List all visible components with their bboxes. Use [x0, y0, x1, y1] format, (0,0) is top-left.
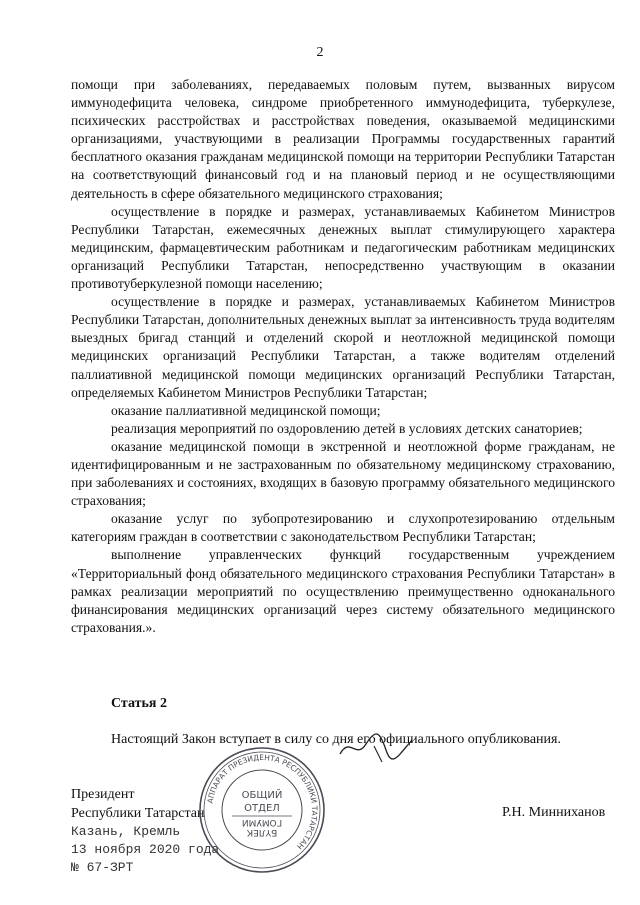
page-number: 2	[316, 45, 324, 60]
paragraph: осуществление в порядке и размерах, устанавливаемых Кабинетом Министров Республики Татарстан, дополнительных денежных выплат за интенсивность труда водителям выездных бригад станций и отделений скорой и неотложной медицинской помощи медицинских организаций Республики Татарстан, а также водителям отделений паллиативной медицинской помощи медицинских организаций Республики Татарстан, определяемых Кабинетом Министров Республики Татарстан;	[71, 294, 615, 400]
stamp-center-top: ОБЩИЙ	[241, 790, 283, 801]
signatory-name: Р.Н. Минниханов	[502, 805, 606, 820]
signing-date: 13 ноября 2020 года	[71, 842, 220, 857]
signing-place: Казань, Кремль	[71, 824, 181, 839]
paragraph: оказание паллиативной медицинской помощи;	[111, 402, 381, 418]
stamp-center-bottom-1: ГОМУМИ	[241, 817, 283, 827]
paragraph: оказание медицинской помощи в экстренной и неотложной форме гражданам, не идентифицированным и не застрахованным по обязательному медицинскому страхованию, при заболеваниях и состояниях, входящих в базовую программу обязательного медицинского страхования;	[71, 438, 615, 509]
signatory-title-line2: Республики Татарстан	[71, 806, 205, 821]
stamp-center-mid: ОТДЕЛ	[244, 803, 280, 814]
document-body	[71, 76, 615, 637]
paragraph: помощи при заболеваниях, передаваемых половым путем, вызванных вирусом иммунодефицита человека, синдроме приобретенного иммунодефицита, туберкулезе, психических расстройствах и расстройствах поведения, оказываемой медицинскими организациями, участвующими в реализации Программы государственных гарантий бесплатного оказания гражданам медицинской помощи на территории Республики Татарстан на соответствующий финансовый год и на плановый период и не осуществляющими деятельность в сфере обязательного медицинского страхования;	[71, 77, 615, 201]
paragraph: осуществление в порядке и размерах, устанавливаемых Кабинетом Министров Республики Татарстан, ежемесячных денежных выплат стимулирующего характера медицинским, фармацевтическим работникам и педагогическим работникам медицинских организаций Республики Татарстан, непосредственно участвующим в оказании противотуберкулезной помощи населению;	[71, 203, 615, 292]
law-number: № 67-ЗРТ	[71, 860, 134, 875]
article-title: Статья 2	[111, 696, 167, 711]
article-text: Настоящий Закон вступает в силу со дня его официального опубликования.	[111, 732, 561, 747]
paragraph: оказание услуг по зубопротезированию и слухопротезированию отдельным категориям граждан в соответствии с законодательством Республики Татарстан;	[71, 511, 615, 545]
handwritten-signature	[336, 726, 416, 766]
stamp-ring-text: АППАРАТ ПРЕЗИДЕНТА РЕСПУБЛИКИ ТАТАРСТАН	[205, 752, 320, 852]
signatory-title-line1: Президент	[71, 787, 135, 802]
stamp-center-bottom-2: БҮЛЕК	[246, 827, 278, 837]
paragraph: реализация мероприятий по оздоровлению детей в условиях детских санаториев;	[111, 420, 583, 436]
paragraph: выполнение управленческих функций государственным учреждением «Территориальный фонд обязательного медицинского страхования Республики Татарстан» в рамках реализации мероприятий по осуществлению преимущественно одноканального финансирования медицинских организаций через систему обязательного медицинского страхования.».	[71, 547, 615, 635]
official-stamp	[198, 746, 326, 874]
